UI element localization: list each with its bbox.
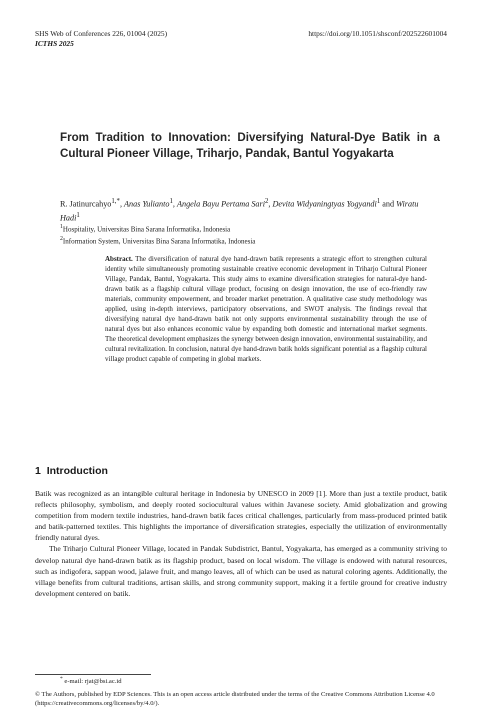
citation-link[interactable]: [1] — [316, 489, 326, 498]
author-affil-mark: 1 — [169, 198, 173, 205]
paragraph: The Triharjo Cultural Pioneer Village, located in Pandak Subdistrict, Bantul, Yogyakarta, has emerged as a community striving to develop natural dye hand-drawn batik as its flagship product, based on local wisdom. The village is endowed with natural resources, such as indigofera, sappan wood, jalawe fruit, and mango leaves, all of which can be used as natural coloring agents. Additionally, the village benefits from cultural traditions, artisan skills, and strong community support, making it a fertile ground for creative industry development centered on batik. — [35, 544, 447, 598]
section-body — [35, 488, 447, 599]
affiliation-line: $^2$Information System, Universitas Bina Sarana Informatika, Indonesia — [60, 236, 256, 246]
author-name: Devita Widyaningtyas Yogyandi — [272, 199, 377, 209]
paper-title: From Tradition to Innovation: Diversifying Natural-Dye Batik in a Cultural Pioneer Village, Triharjo, Pandak, Bantul Yogyakarta — [60, 131, 440, 160]
author-name: Anas Yulianto — [124, 199, 170, 209]
author-affil-mark: 1 — [76, 211, 80, 219]
paragraph: Batik was recognized as an intangible cultural heritage in Indonesia by UNESCO in 2009 [1]. More than just a textile product, batik reflects philosophy, symbolism, and deeply rooted sociocultural values within Javanese society. Amid globalization and growing competition from modern textile industries, hand-drawn batik faces critical challenges, particularly from mass-produced printed batik and batik-patterned textiles. This highlights the importance of diversification strategies, especially the utilization of environmentally friendly natural dyes. — [35, 489, 447, 543]
license-notice: © The Authors, published by EDP Sciences. This is an open access article distributed under the terms of the Creative Commons Attribution License 4.0 (https://creativecommons.org/licenses/by/4.0/). — [35, 691, 435, 707]
doi-link[interactable]: https://doi.org/10.1051/shsconf/202522601004 — [308, 29, 447, 38]
abstract-text: The diversification of natural dye hand-drawn batik represents a strategic effort to strengthen cultural identity while simultaneously promoting sustainable creative economic development in Triharjo Cultural Pioneer Village, Pandak, Bantul, Yogyakarta. This study aims to examine diversification strategies for natural-dye hand-drawn batik as a flagship cultural village product, focusing on design innovation, the use of eco-friendly raw materials, community empowerment, and broader market penetration. A qualitative case study methodology was applied, using in-depth interviews, participatory observations, and SWOT analysis. The findings reveal that diversifying natural dye hand-drawn batik not only supports environmental sustainability through the use of natural dyes but also enhances economic value by expanding both domestic and international market segments. The theoretical development emphasizes the synergy between design innovation, environmental sustainability, and cultural revitalization. In conclusion, natural dye hand-drawn batik holds significant potential as a flagship cultural village product capable of competing in global markets. — [105, 255, 427, 364]
affiliations — [60, 222, 440, 247]
corresponding-email: e-mail: rjat@bsi.ac.id — [64, 678, 122, 686]
section-heading — [35, 464, 108, 478]
author-affil-mark: 1,* — [111, 198, 120, 205]
abstract — [105, 254, 427, 365]
journal-name: SHS Web of Conferences 226, 01004 (2025) — [35, 29, 168, 38]
conference-name: ICTHS 2025 — [35, 39, 74, 48]
author-list: R. Jatinurcahyo$^{1,*}$, Anas Yulianto$^1$, Angela Bayu Pertama Sari$^2$, Devita Widyaningtyas Yogyandi$^1$ and Wiratu Hadi$^1$ — [60, 198, 419, 223]
section-title: Introduction — [46, 465, 108, 477]
affiliation-line: $^1$Hospitality, Universitas Bina Sarana Informatika, Indonesia — [60, 224, 231, 234]
footnote: * e-mail: rjat@bsi.ac.id — [60, 676, 122, 686]
author-affil-mark: 1 — [376, 198, 381, 205]
section-number: 1 — [35, 465, 41, 477]
author-name: Wiratu Hadi — [60, 199, 419, 223]
author-name: R. Jatinurcahyo — [60, 199, 112, 209]
author-affil-mark: 2 — [264, 198, 269, 205]
running-header-left — [35, 29, 167, 49]
author-name: Angela Bayu Pertama Sari — [176, 199, 265, 209]
abstract-label: Abstract. — [105, 255, 133, 263]
